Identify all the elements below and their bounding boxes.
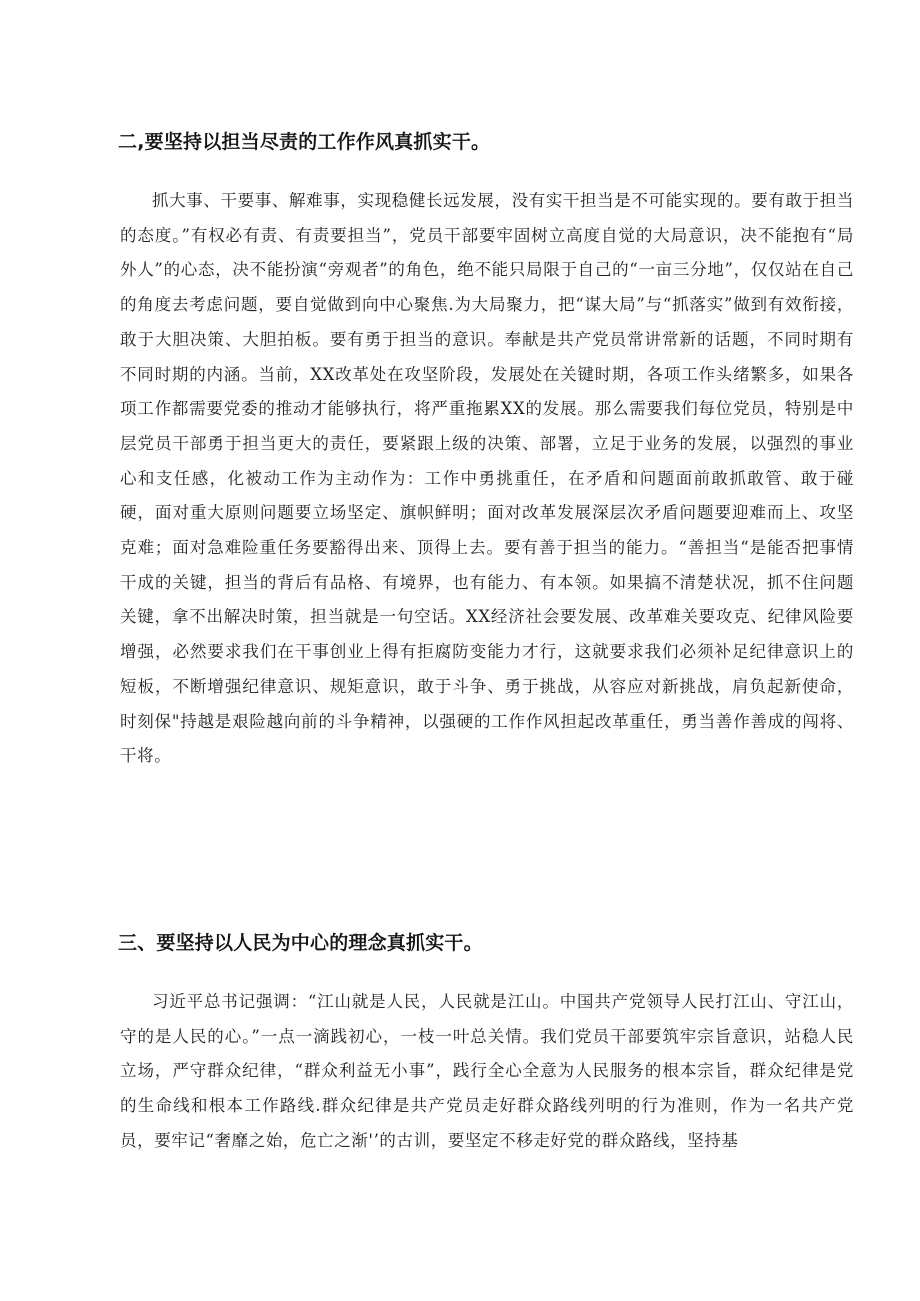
section-paragraph-2: 抓大事、干要事、解难事，实现稳健长远发展，没有实干担当是不可能实现的。要有敢于担当的态度。”有权必有责、有责要担当”，党员干部要牢固树立高度自觉的大局意识，决不能抱有“局外人”的心态，决不能扮演“旁观者”的角色，绝不能只局限于自己的“一亩三分地”，仅仅站在自己的角度去考虑问题，要自觉做到向中心聚焦.为大局聚力，把“谋大局”与“抓落实”做到有效衔接，敢于大胆决策、大胆拍板。要有勇于担当的意识。奉献是共产党员常讲常新的话题，不同时期有不同时期的内涵。当前，XX改革处在攻坚阶段，发展处在关键时期，各项工作头绪繁多，如果各项工作都需要党委的推动才能够执行，将严重拖累XX的发展。那么需要我们每位党员，特别是中层党员干部勇于担当更大的责任，要紧跟上级的决策、部署，立足于业务的发展，以强烈的事业心和支任感，化被动工作为主动作为：工作中勇挑重任，在矛盾和问题面前敢抓敢管、敢于碰硬，面对重大原则问题要立场坚定、旗帜鲜明；面对改革发展深层次矛盾问题要迎难而上、攻坚克难；面对急难险重任务要豁得出来、顶得上去。要有善于担当的能力。“善担当“是能否把事情干成的关键，担当的背后有品格、有境界，也有能力、有本领。如果搞不清楚状况，抓不住问题关键，拿不出解决时策，担当就是一句空话。XX经济社会要发展、改革难关要攻克、纪律风险要增强，必然要求我们在干事创业上得有拒腐防变能力才行，这就要求我们必须补足纪律意识上的短板，不断增强纪律意识、规矩意识，敢于斗争、勇于挑战，从容应对新挑战，肩负起新使命，时刻保"持越是艰险越向前的斗争精神，以强硬的工作作风担起改革重任，勇当善作善成的闯将、干将。 — [120, 191, 854, 766]
section-heading-2: 二,要坚持以担当尽责的工作作风真抓实干。 — [118, 131, 491, 153]
section-heading-3: 三、要坚持以人民为中心的理念真抓实干。 — [118, 932, 483, 954]
section-paragraph-3: 习近平总书记强调：“江山就是人民，人民就是江山。中国共产党领导人民打江山、守江山，守的是人民的心。”一点一滴践初心，一枝一叶总关情。我们党员干部要筑牢宗旨意识，站稳人民立场，严守群众纪律，“群众利益无小事”，践行全心全意为人民服务的根本宗旨，群众纪律是党的生命线和根本工作路线.群众纪律是共产党员走好群众路线列明的行为准则，作为一名共产党员，要牢记“奢靡之始，危亡之渐'’的古训，要坚定不移走好党的群众路线，坚持基 — [120, 992, 854, 1150]
